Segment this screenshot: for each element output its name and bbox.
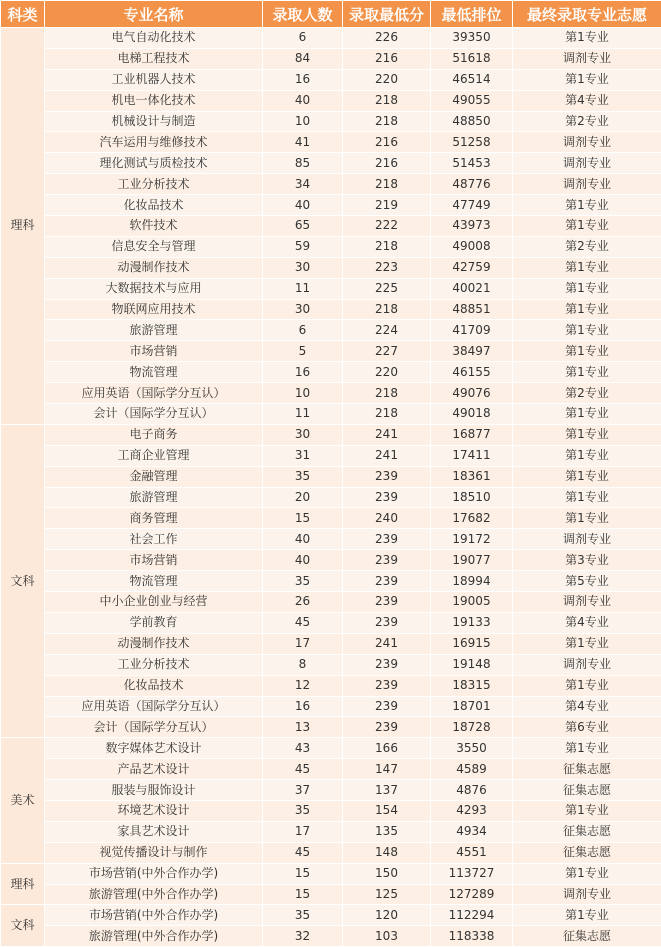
final-choice-cell: 调剂专业	[513, 654, 661, 675]
header-final-choice: 最终录取专业志愿	[513, 1, 661, 28]
final-choice-cell: 第1专业	[513, 257, 661, 278]
table-row	[1, 863, 661, 884]
min-score-cell: 239	[343, 529, 431, 550]
table-row	[1, 90, 661, 111]
final-choice-cell: 第1专业	[513, 675, 661, 696]
min-score-cell: 224	[343, 320, 431, 341]
min-rank-cell: 16915	[431, 633, 513, 654]
final-choice-cell: 第1专业	[513, 320, 661, 341]
min-rank-cell: 49008	[431, 236, 513, 257]
major-name-cell: 产品艺术设计	[45, 759, 263, 780]
count-cell: 26	[263, 592, 343, 613]
final-choice-cell: 第1专业	[513, 487, 661, 508]
count-cell: 13	[263, 717, 343, 738]
final-choice-cell: 第1专业	[513, 216, 661, 237]
table-row	[1, 696, 661, 717]
table-row	[1, 612, 661, 633]
min-score-cell: 239	[343, 466, 431, 487]
major-name-cell: 大数据技术与应用	[45, 278, 263, 299]
min-score-cell: 241	[343, 445, 431, 466]
min-rank-cell: 4876	[431, 780, 513, 801]
count-cell: 16	[263, 362, 343, 383]
final-choice-cell: 第4专业	[513, 90, 661, 111]
table-row	[1, 717, 661, 738]
min-score-cell: 137	[343, 780, 431, 801]
major-name-cell: 应用英语（国际学分互认）	[45, 696, 263, 717]
table-row	[1, 550, 661, 571]
count-cell: 35	[263, 800, 343, 821]
min-score-cell: 227	[343, 341, 431, 362]
final-choice-cell: 第2专业	[513, 383, 661, 404]
final-choice-cell: 第1专业	[513, 905, 661, 926]
table-row	[1, 445, 661, 466]
min-score-cell: 216	[343, 153, 431, 174]
final-choice-cell: 征集志愿	[513, 821, 661, 842]
min-rank-cell: 18361	[431, 466, 513, 487]
major-name-cell: 电子商务	[45, 424, 263, 445]
min-rank-cell: 3550	[431, 738, 513, 759]
final-choice-cell: 征集志愿	[513, 926, 661, 947]
count-cell: 85	[263, 153, 343, 174]
category-cell: 理科	[1, 28, 45, 425]
min-rank-cell: 18510	[431, 487, 513, 508]
count-cell: 59	[263, 236, 343, 257]
major-name-cell: 家具艺术设计	[45, 821, 263, 842]
major-name-cell: 服装与服饰设计	[45, 780, 263, 801]
major-name-cell: 化妆品技术	[45, 675, 263, 696]
table-row	[1, 675, 661, 696]
count-cell: 45	[263, 612, 343, 633]
header-min-rank: 最低排位	[431, 1, 513, 28]
major-name-cell: 视觉传播设计与制作	[45, 842, 263, 863]
min-score-cell: 220	[343, 362, 431, 383]
min-rank-cell: 17411	[431, 445, 513, 466]
min-score-cell: 219	[343, 195, 431, 216]
min-score-cell: 239	[343, 612, 431, 633]
major-name-cell: 电气自动化技术	[45, 28, 263, 49]
major-name-cell: 信息安全与管理	[45, 236, 263, 257]
min-score-cell: 218	[343, 174, 431, 195]
count-cell: 30	[263, 257, 343, 278]
final-choice-cell: 征集志愿	[513, 759, 661, 780]
category-cell: 文科	[1, 905, 45, 947]
count-cell: 20	[263, 487, 343, 508]
min-score-cell: 239	[343, 696, 431, 717]
count-cell: 65	[263, 216, 343, 237]
min-rank-cell: 4934	[431, 821, 513, 842]
table-row	[1, 738, 661, 759]
min-score-cell: 218	[343, 90, 431, 111]
min-rank-cell: 112294	[431, 905, 513, 926]
major-name-cell: 汽车运用与维修技术	[45, 132, 263, 153]
min-score-cell: 239	[343, 592, 431, 613]
min-rank-cell: 17682	[431, 508, 513, 529]
count-cell: 30	[263, 424, 343, 445]
min-rank-cell: 38497	[431, 341, 513, 362]
major-name-cell: 机械设计与制造	[45, 111, 263, 132]
count-cell: 35	[263, 571, 343, 592]
min-rank-cell: 51453	[431, 153, 513, 174]
count-cell: 16	[263, 696, 343, 717]
header-min-score: 录取最低分	[343, 1, 431, 28]
major-name-cell: 机电一体化技术	[45, 90, 263, 111]
major-name-cell: 旅游管理	[45, 487, 263, 508]
count-cell: 12	[263, 675, 343, 696]
major-name-cell: 中小企业创业与经营	[45, 592, 263, 613]
final-choice-cell: 第1专业	[513, 195, 661, 216]
major-name-cell: 工业分析技术	[45, 174, 263, 195]
count-cell: 45	[263, 842, 343, 863]
min-score-cell: 239	[343, 550, 431, 571]
final-choice-cell: 第2专业	[513, 111, 661, 132]
min-score-cell: 218	[343, 383, 431, 404]
min-rank-cell: 18701	[431, 696, 513, 717]
min-rank-cell: 19133	[431, 612, 513, 633]
min-rank-cell: 48850	[431, 111, 513, 132]
table-row	[1, 111, 661, 132]
category-cell: 文科	[1, 424, 45, 737]
table-row	[1, 404, 661, 425]
major-name-cell: 物联网应用技术	[45, 299, 263, 320]
count-cell: 43	[263, 738, 343, 759]
final-choice-cell: 第2专业	[513, 236, 661, 257]
min-rank-cell: 16877	[431, 424, 513, 445]
major-name-cell: 理化测试与质检技术	[45, 153, 263, 174]
final-choice-cell: 调剂专业	[513, 529, 661, 550]
table-row	[1, 800, 661, 821]
min-score-cell: 223	[343, 257, 431, 278]
header-category: 科类	[1, 1, 45, 28]
min-rank-cell: 18728	[431, 717, 513, 738]
min-score-cell: 239	[343, 675, 431, 696]
table-row	[1, 905, 661, 926]
count-cell: 17	[263, 821, 343, 842]
table-row	[1, 466, 661, 487]
final-choice-cell: 第5专业	[513, 571, 661, 592]
table-row	[1, 759, 661, 780]
table-row	[1, 69, 661, 90]
final-choice-cell: 调剂专业	[513, 884, 661, 905]
table-row	[1, 236, 661, 257]
final-choice-cell: 第1专业	[513, 278, 661, 299]
count-cell: 35	[263, 466, 343, 487]
min-score-cell: 103	[343, 926, 431, 947]
table-row	[1, 508, 661, 529]
major-name-cell: 软件技术	[45, 216, 263, 237]
major-name-cell: 应用英语（国际学分互认）	[45, 383, 263, 404]
major-name-cell: 市场营销(中外合作办学)	[45, 863, 263, 884]
count-cell: 84	[263, 48, 343, 69]
final-choice-cell: 第1专业	[513, 445, 661, 466]
count-cell: 15	[263, 884, 343, 905]
count-cell: 41	[263, 132, 343, 153]
final-choice-cell: 第4专业	[513, 696, 661, 717]
table-row	[1, 633, 661, 654]
major-name-cell: 物流管理	[45, 362, 263, 383]
count-cell: 5	[263, 341, 343, 362]
major-name-cell: 旅游管理(中外合作办学)	[45, 926, 263, 947]
min-score-cell: 125	[343, 884, 431, 905]
min-rank-cell: 46155	[431, 362, 513, 383]
table-row	[1, 48, 661, 69]
table-row	[1, 383, 661, 404]
min-rank-cell: 42759	[431, 257, 513, 278]
min-rank-cell: 46514	[431, 69, 513, 90]
major-name-cell: 物流管理	[45, 571, 263, 592]
min-rank-cell: 19172	[431, 529, 513, 550]
major-name-cell: 旅游管理	[45, 320, 263, 341]
major-name-cell: 市场营销	[45, 341, 263, 362]
min-rank-cell: 127289	[431, 884, 513, 905]
table-row	[1, 257, 661, 278]
min-rank-cell: 47749	[431, 195, 513, 216]
table-row	[1, 341, 661, 362]
min-score-cell: 239	[343, 487, 431, 508]
final-choice-cell: 调剂专业	[513, 153, 661, 174]
final-choice-cell: 第1专业	[513, 424, 661, 445]
min-rank-cell: 4589	[431, 759, 513, 780]
table-row	[1, 216, 661, 237]
table-row	[1, 821, 661, 842]
count-cell: 37	[263, 780, 343, 801]
major-name-cell: 商务管理	[45, 508, 263, 529]
major-name-cell: 市场营销(中外合作办学)	[45, 905, 263, 926]
count-cell: 10	[263, 111, 343, 132]
min-rank-cell: 113727	[431, 863, 513, 884]
header-major: 专业名称	[45, 1, 263, 28]
min-score-cell: 239	[343, 717, 431, 738]
min-rank-cell: 49018	[431, 404, 513, 425]
table-row	[1, 842, 661, 863]
min-score-cell: 218	[343, 111, 431, 132]
count-cell: 15	[263, 863, 343, 884]
final-choice-cell: 第1专业	[513, 738, 661, 759]
category-cell: 美术	[1, 738, 45, 863]
major-name-cell: 社会工作	[45, 529, 263, 550]
final-choice-cell: 征集志愿	[513, 780, 661, 801]
min-score-cell: 120	[343, 905, 431, 926]
final-choice-cell: 调剂专业	[513, 592, 661, 613]
final-choice-cell: 第1专业	[513, 362, 661, 383]
table-row	[1, 884, 661, 905]
major-name-cell: 数字媒体艺术设计	[45, 738, 263, 759]
min-rank-cell: 18994	[431, 571, 513, 592]
min-score-cell: 222	[343, 216, 431, 237]
min-rank-cell: 41709	[431, 320, 513, 341]
count-cell: 40	[263, 90, 343, 111]
min-score-cell: 166	[343, 738, 431, 759]
final-choice-cell: 第3专业	[513, 550, 661, 571]
count-cell: 31	[263, 445, 343, 466]
final-choice-cell: 第1专业	[513, 341, 661, 362]
count-cell: 17	[263, 633, 343, 654]
min-rank-cell: 118338	[431, 926, 513, 947]
count-cell: 35	[263, 905, 343, 926]
major-name-cell: 电梯工程技术	[45, 48, 263, 69]
major-name-cell: 市场营销	[45, 550, 263, 571]
min-rank-cell: 39350	[431, 28, 513, 49]
table-row	[1, 592, 661, 613]
table-row	[1, 195, 661, 216]
count-cell: 40	[263, 550, 343, 571]
major-name-cell: 动漫制作技术	[45, 257, 263, 278]
min-rank-cell: 19148	[431, 654, 513, 675]
min-score-cell: 216	[343, 132, 431, 153]
table-row	[1, 28, 661, 49]
min-score-cell: 241	[343, 633, 431, 654]
count-cell: 16	[263, 69, 343, 90]
final-choice-cell: 第6专业	[513, 717, 661, 738]
final-choice-cell: 调剂专业	[513, 48, 661, 69]
table-row	[1, 424, 661, 445]
table-row	[1, 571, 661, 592]
major-name-cell: 金融管理	[45, 466, 263, 487]
min-score-cell: 220	[343, 69, 431, 90]
min-rank-cell: 19077	[431, 550, 513, 571]
header-count: 录取人数	[263, 1, 343, 28]
final-choice-cell: 第1专业	[513, 28, 661, 49]
major-name-cell: 工商企业管理	[45, 445, 263, 466]
final-choice-cell: 第1专业	[513, 863, 661, 884]
table-body	[1, 28, 661, 947]
min-score-cell: 150	[343, 863, 431, 884]
min-rank-cell: 49076	[431, 383, 513, 404]
final-choice-cell: 第1专业	[513, 466, 661, 487]
major-name-cell: 环境艺术设计	[45, 800, 263, 821]
min-rank-cell: 19005	[431, 592, 513, 613]
table-row	[1, 299, 661, 320]
min-score-cell: 154	[343, 800, 431, 821]
min-score-cell: 135	[343, 821, 431, 842]
count-cell: 30	[263, 299, 343, 320]
final-choice-cell: 第1专业	[513, 800, 661, 821]
min-score-cell: 216	[343, 48, 431, 69]
count-cell: 6	[263, 320, 343, 341]
count-cell: 34	[263, 174, 343, 195]
count-cell: 40	[263, 195, 343, 216]
table-row	[1, 278, 661, 299]
table-row	[1, 320, 661, 341]
count-cell: 11	[263, 404, 343, 425]
final-choice-cell: 调剂专业	[513, 132, 661, 153]
min-rank-cell: 43973	[431, 216, 513, 237]
min-score-cell: 148	[343, 842, 431, 863]
min-score-cell: 218	[343, 299, 431, 320]
count-cell: 40	[263, 529, 343, 550]
table-row	[1, 487, 661, 508]
final-choice-cell: 第4专业	[513, 612, 661, 633]
major-name-cell: 工业分析技术	[45, 654, 263, 675]
min-score-cell: 147	[343, 759, 431, 780]
count-cell: 45	[263, 759, 343, 780]
min-rank-cell: 49055	[431, 90, 513, 111]
count-cell: 11	[263, 278, 343, 299]
final-choice-cell: 第1专业	[513, 299, 661, 320]
min-rank-cell: 51618	[431, 48, 513, 69]
major-name-cell: 工业机器人技术	[45, 69, 263, 90]
count-cell: 6	[263, 28, 343, 49]
major-name-cell: 会计（国际学分互认）	[45, 404, 263, 425]
major-name-cell: 旅游管理(中外合作办学)	[45, 884, 263, 905]
min-score-cell: 226	[343, 28, 431, 49]
final-choice-cell: 第1专业	[513, 633, 661, 654]
final-choice-cell: 第1专业	[513, 404, 661, 425]
final-choice-cell: 第1专业	[513, 69, 661, 90]
table-row	[1, 362, 661, 383]
count-cell: 15	[263, 508, 343, 529]
table-row	[1, 780, 661, 801]
major-name-cell: 化妆品技术	[45, 195, 263, 216]
min-score-cell: 218	[343, 404, 431, 425]
min-rank-cell: 40021	[431, 278, 513, 299]
min-rank-cell: 48776	[431, 174, 513, 195]
table-row	[1, 174, 661, 195]
category-cell: 理科	[1, 863, 45, 905]
major-name-cell: 动漫制作技术	[45, 633, 263, 654]
table-row	[1, 529, 661, 550]
table-row	[1, 153, 661, 174]
min-rank-cell: 4293	[431, 800, 513, 821]
min-score-cell: 218	[343, 236, 431, 257]
min-score-cell: 239	[343, 654, 431, 675]
table-row	[1, 132, 661, 153]
min-rank-cell: 4551	[431, 842, 513, 863]
final-choice-cell: 第1专业	[513, 508, 661, 529]
min-rank-cell: 48851	[431, 299, 513, 320]
major-name-cell: 会计（国际学分互认）	[45, 717, 263, 738]
final-choice-cell: 调剂专业	[513, 174, 661, 195]
min-rank-cell: 51258	[431, 132, 513, 153]
min-score-cell: 240	[343, 508, 431, 529]
count-cell: 10	[263, 383, 343, 404]
final-choice-cell: 征集志愿	[513, 842, 661, 863]
count-cell: 8	[263, 654, 343, 675]
count-cell: 32	[263, 926, 343, 947]
table-row	[1, 654, 661, 675]
table-row	[1, 926, 661, 947]
min-score-cell: 241	[343, 424, 431, 445]
min-score-cell: 225	[343, 278, 431, 299]
header-row	[1, 1, 661, 28]
min-score-cell: 239	[343, 571, 431, 592]
min-rank-cell: 18315	[431, 675, 513, 696]
major-name-cell: 学前教育	[45, 612, 263, 633]
